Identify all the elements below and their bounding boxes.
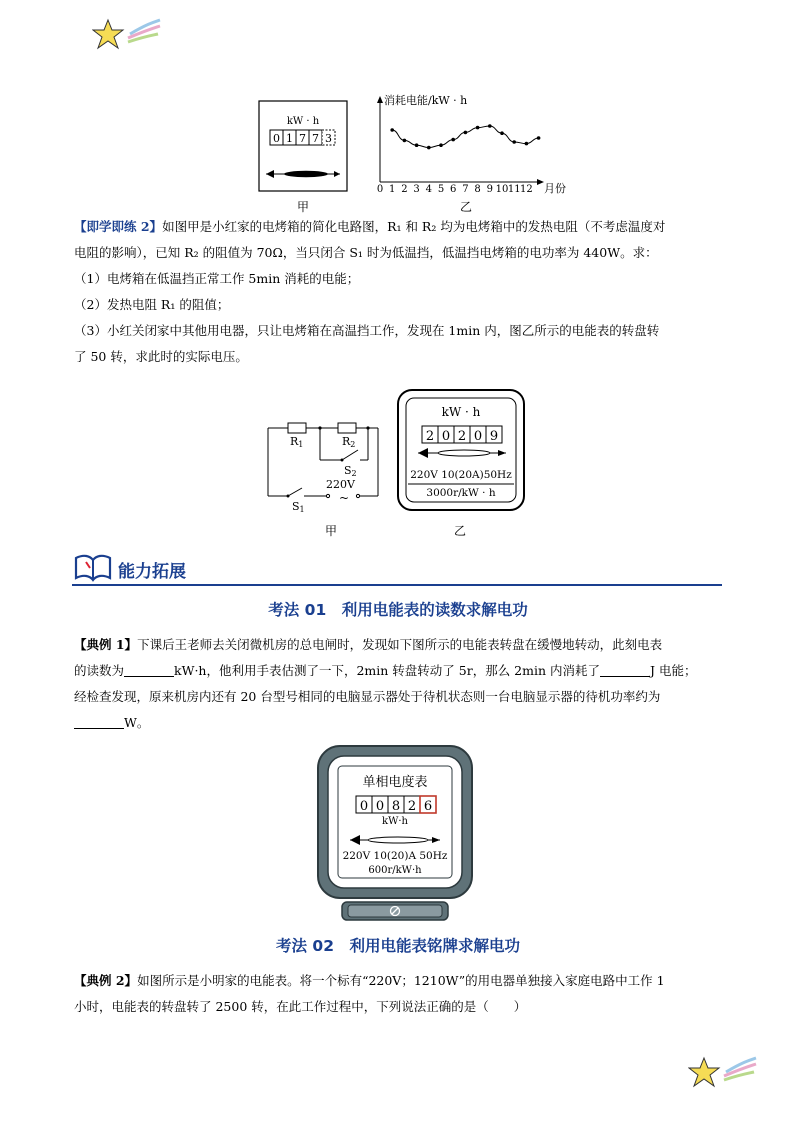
answer-blank-2[interactable] (600, 664, 650, 677)
chart-tick-label: 7 (462, 184, 469, 195)
star-decoration-icon (92, 14, 162, 58)
example-2-line-2: 小时，电能表的转盘转了 2500 转，在此工作过程中，下列说法正确的是（ ） (74, 999, 527, 1014)
chart-point (500, 131, 504, 135)
meter-digit-boxes (270, 130, 335, 145)
book-icon (72, 550, 114, 584)
method-2-title: 考法 02 利用电能表铭牌求解电功 (276, 937, 520, 955)
chart-tick-label: 12 (520, 184, 533, 195)
example-1-tag: 【典例 1】 (74, 637, 138, 652)
example-2-line-1: 如图所示是小明家的电能表。将一个标有“220V；1210W”的用电器单独接入家庭电路中工作 1 (137, 973, 665, 988)
exercise-question-1: （1）电烤箱在低温挡正常工作 5min 消耗的电能； (74, 271, 360, 286)
exercise-line-2: 电阻的影响），已知 R₂ 的阻值为 70Ω，当只闭合 S₁ 时为低温挡，低温挡电烤箱的电功率为 440W。求： (74, 245, 658, 260)
meter3-rate: 600r/kW·h (368, 865, 422, 876)
exercise-question-3b: 了 50 转，求此时的实际电压。 (74, 349, 248, 364)
meter3-spec: 220V 10(20)A 50Hz (342, 850, 448, 862)
method-1-title: 考法 01 利用电能表的读数求解电功 (268, 601, 528, 619)
example-1-line-2b: kW·h，他利用手表估测了一下，2min 转盘转动了 5r，那么 2min 内消耗了 (174, 663, 600, 678)
chart-tick-label: 9 (486, 184, 493, 195)
meter-digit: 0 (441, 429, 451, 444)
chart-point (451, 138, 455, 142)
voltage-label: 220V (326, 478, 355, 491)
chart-tick-label: 8 (474, 184, 481, 195)
figure-label-yi: 乙 (460, 200, 473, 214)
chart-x-ticks (377, 184, 533, 195)
meter3-name: 单相电度表 (362, 775, 428, 790)
s2-label: S2 (344, 464, 357, 478)
figure-label-yi-2: 乙 (454, 524, 467, 538)
meter3-unit: kW·h (382, 816, 408, 827)
meter-digit: 6 (423, 799, 433, 814)
chart-tick-label: 2 (401, 184, 408, 195)
chart-point (488, 124, 492, 128)
single-phase-meter (316, 744, 474, 924)
meter-digit: 0 (375, 799, 385, 814)
meter-digit: 8 (391, 799, 401, 814)
meter-unit-label: kW · h (286, 116, 320, 127)
chart-tick-label: 5 (437, 184, 445, 195)
meter-digit: 2 (407, 799, 417, 814)
meter-digit: 1 (286, 132, 293, 145)
meter2-spec: 220V 10(20A)50Hz (410, 469, 512, 481)
meter-digit: 2 (425, 429, 435, 444)
chart-point (427, 146, 431, 150)
chart-point (476, 126, 480, 130)
meter-digit: 7 (312, 132, 319, 145)
meter-digit: 2 (457, 429, 467, 444)
section-heading: 能力拓展 (118, 562, 186, 582)
exercise-question-2: （2）发热电阻 R₁ 的阻值； (74, 297, 230, 312)
answer-blank-3[interactable] (74, 716, 124, 729)
meter2-rate: 3000r/kW · h (426, 487, 496, 499)
chart-point (403, 139, 407, 143)
exercise-line-1: 如图甲是小红家的电烤箱的简化电路图，R₁ 和 R₂ 均为电烤箱中的发热电阻（不考虑温度对 (162, 219, 666, 234)
energy-consumption-chart (372, 90, 602, 200)
chart-point (512, 140, 516, 144)
figure-label-jia-2: 甲 (325, 524, 338, 538)
meter-digit: 9 (489, 429, 499, 444)
example-1-line-1: 下课后王老师去关闭微机房的总电闸时，发现如下图所示的电能表转盘在缓慢地转动，此刻电表 (137, 637, 663, 652)
circuit-diagram (262, 416, 390, 512)
s1-label: S1 (292, 500, 305, 512)
electric-meter-yi (396, 388, 528, 514)
chart-tick-label: 11 (507, 184, 521, 195)
answer-blank-1[interactable] (124, 664, 174, 677)
example-1-line-4: W。 (124, 715, 150, 730)
meter3-digit-boxes (356, 796, 436, 814)
exercise-2 (74, 214, 722, 370)
example-1-line-2c: J 电能； (650, 663, 697, 678)
r2-label: R2 (342, 435, 356, 449)
star-decoration-icon (688, 1052, 758, 1096)
figure-label-jia: 甲 (297, 200, 310, 214)
meter-digit: 3 (325, 132, 332, 145)
r1-label: R1 (290, 435, 304, 449)
meter-digit: 0 (473, 429, 483, 444)
chart-tick-label: 10 (495, 184, 509, 195)
chart-point (464, 131, 468, 135)
chart-y-axis-label: 消耗电能/kW · h (384, 94, 468, 107)
example-1-line-3: 经检查发现，原来机房内还有 20 台型号相同的电脑显示器处于待机状态则一台电脑显示器的待机功率约为 (74, 689, 661, 704)
section-divider (72, 584, 722, 586)
example-2-tag: 【典例 2】 (74, 973, 138, 988)
exercise-tag: 【即学即练 2】 (74, 219, 163, 234)
chart-tick-label: 3 (413, 184, 420, 195)
chart-point (439, 143, 443, 147)
chart-series-line (392, 126, 538, 148)
example-1-line-2a: 的读数为 (74, 663, 125, 678)
chart-tick-label: 6 (450, 184, 457, 195)
chart-point (390, 128, 394, 132)
chart-point (415, 143, 419, 147)
chart-points (390, 124, 540, 149)
meter-digit: 0 (273, 132, 280, 145)
chart-point (525, 142, 529, 146)
meter-digit: 7 (299, 132, 306, 145)
exercise-question-3a: （3）小红关闭家中其他用电器，只让电烤箱在高温挡工作，发现在 1min 内，图乙所示的电能表的转盘转 (74, 323, 660, 338)
example-1 (74, 632, 722, 736)
chart-tick-label: 0 (376, 184, 384, 195)
meter2-unit: kW · h (441, 405, 481, 419)
electric-meter-jia (258, 100, 350, 196)
meter-digit: 0 (359, 799, 369, 814)
chart-tick-label: 4 (425, 184, 432, 195)
chart-x-axis-label: 月份 (544, 182, 566, 195)
ac-symbol: ~ (339, 491, 350, 505)
chart-point (537, 136, 541, 140)
meter2-digit-boxes (422, 426, 502, 444)
example-2 (74, 968, 722, 1020)
chart-tick-label: 1 (389, 184, 396, 195)
